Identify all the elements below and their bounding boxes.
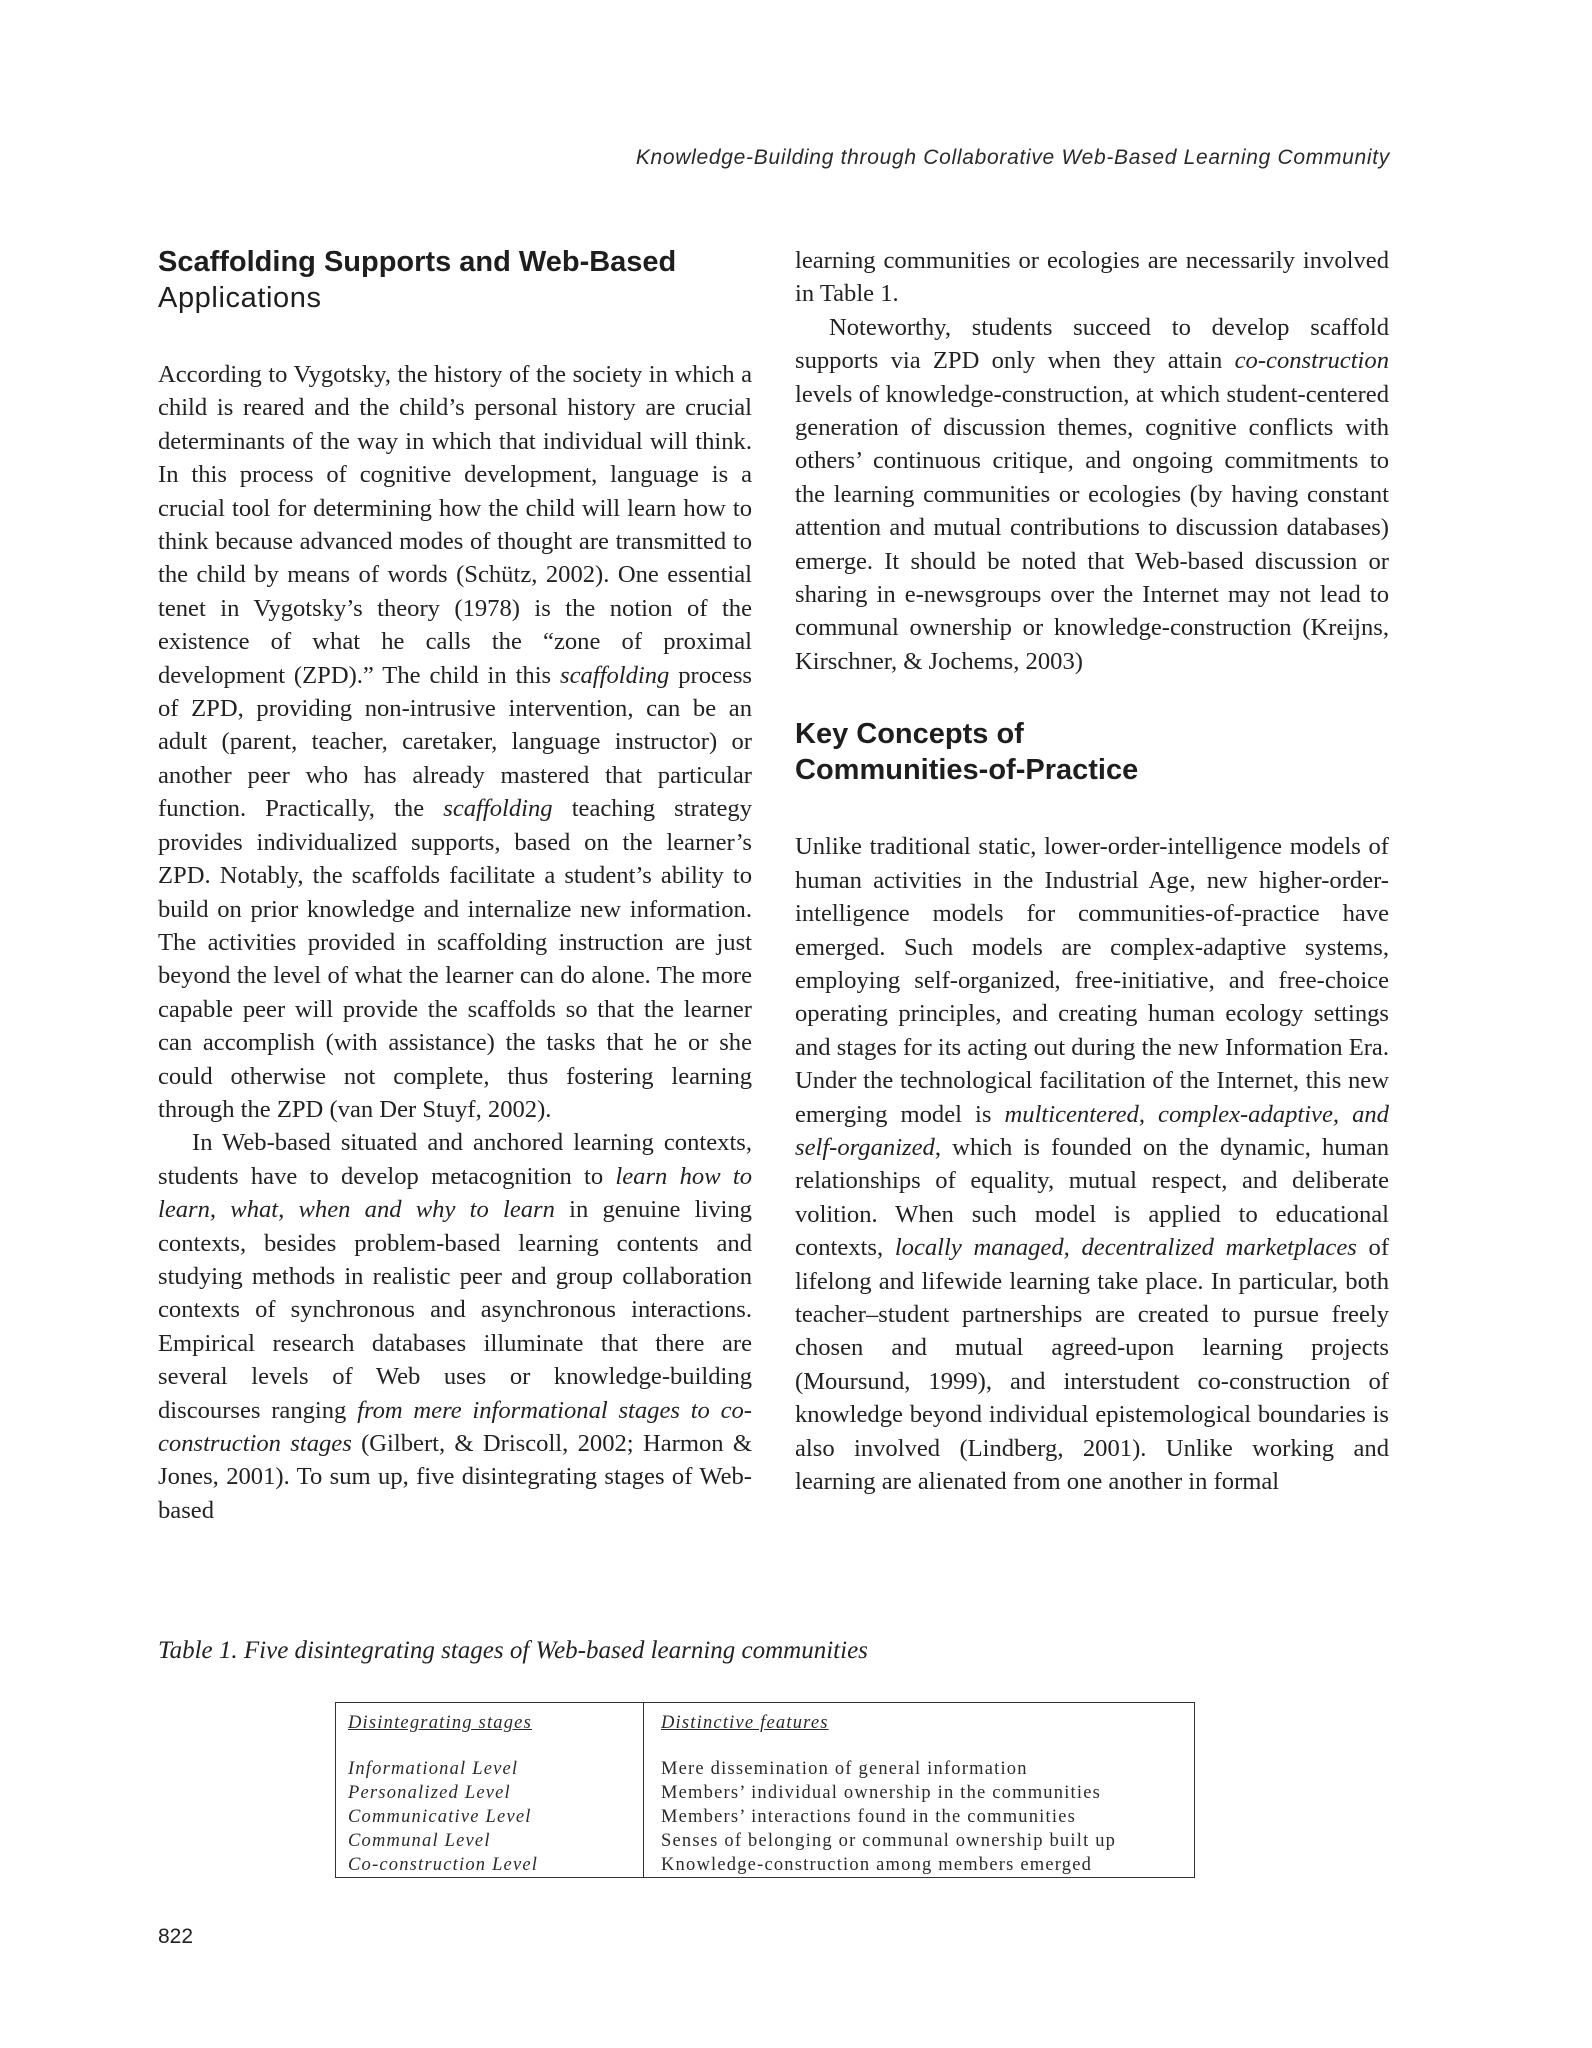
text-run: In Web-based situated and anchored learning contexts, students have to develop metacognition to xyxy=(158,1129,752,1190)
running-head: Knowledge-Building through Collaborative Web-Based Learning Community xyxy=(635,146,1390,169)
table-cell-stage: Communicative Level xyxy=(348,1807,532,1827)
paragraph-continuation: learning communities or ecologies are necessarily involved in Table 1. xyxy=(795,247,1389,308)
italic-run: learn how to learn, what, when and why to learn xyxy=(158,1162,752,1224)
paragraph-noteworthy xyxy=(795,311,1389,678)
section-heading-key-concepts xyxy=(795,716,1389,788)
heading-line-1: Key Concepts of xyxy=(795,718,1024,751)
text-run: in genuine living contexts, besides problem-based learning contents and studying methods in realistic peer and group collaboration contexts of synchronous and asynchronous interactions. Empirical research databases illuminate that there are several levels of Web uses or knowledge-building discourses ranging xyxy=(158,1196,752,1424)
table-cell-stage: Personalized Level xyxy=(348,1783,511,1803)
table-header-features: Distinctive features xyxy=(661,1713,829,1733)
paragraph-communities-of-practice xyxy=(795,830,1389,1498)
italic-run: from mere informational stages to co-construction stages xyxy=(158,1396,752,1457)
text-run: (Gilbert, & Driscoll, 2002; Harmon & Jones, 2001). To sum up, five disintegrating stages of Web-based xyxy=(158,1430,752,1524)
text-run: Noteworthy, students succeed to develop scaffold supports via ZPD only when they attain xyxy=(795,313,1389,375)
text-run: of lifelong and lifewide learning take place. In particular, both teacher–student partnerships are created to pursue freely chosen and mutual agreed-upon learning projects (Moursund, 1999), and interstudent co-construction of knowledge beyond individual epistemological boundaries is also involved (Lindberg, 2001). Unlike working and learning are alienated from one another in formal xyxy=(795,1234,1390,1495)
table-header-stages: Disintegrating stages xyxy=(348,1713,532,1733)
italic-run: scaffolding xyxy=(443,795,553,823)
heading-bold-part: Scaffolding Supports and Web-Based xyxy=(158,246,677,278)
heading-line-2: Communities-of-Practice xyxy=(795,754,1139,787)
table-cell-feature: Members’ interactions found in the communities xyxy=(661,1807,1077,1827)
paragraph-vygotsky xyxy=(158,358,752,1126)
table-cell-feature: Mere dissemination of general information xyxy=(661,1759,1028,1779)
table-divider xyxy=(643,1703,644,1877)
text-run: According to Vygotsky, the history of the society in which a child is reared and the child’s personal history are crucial determinants of the way in which that individual will think. In this process of cognitive development, language is a crucial tool for determining how the child will learn how to think because advanced modes of thought are transmitted to the child by means of words (Schütz, 2002). One essential tenet in Vygotsky’s theory (1978) is the notion of the existence of what he calls the “zone of proximal development (ZPD).” The child in this xyxy=(158,361,752,689)
text-run: , which is founded on the dynamic, human relationships of equality, mutual respect, and deliberate volition. When such model is applied to educational contexts, xyxy=(795,1133,1389,1262)
italic-run: co-construction xyxy=(1234,347,1389,375)
right-column xyxy=(795,244,1389,1498)
table-cell-feature: Senses of belonging or communal ownership built up xyxy=(661,1831,1117,1851)
paragraph-web-based-contexts xyxy=(158,1126,752,1527)
text-run: process of ZPD, providing non-intrusive intervention, can be an adult (parent, teacher, caretaker, language instructor) or another peer who has already mastered that particular function. Practically, the xyxy=(158,661,752,823)
page-number: 822 xyxy=(158,1925,194,1948)
text-run: Unlike traditional static, lower-order-intelligence models of human activities in the Industrial Age, new higher-order-intelligence models for communities-of-practice have emerged. Such models are complex-adaptive systems, employing self-organized, free-initiative, and free-choice operating principles, and creating human ecology settings and stages for its acting out during the new Information Era. Under the technological facilitation of the Internet, this new emerging model is xyxy=(795,833,1389,1128)
heading-light-part: Applications xyxy=(158,282,322,314)
table-caption: Table 1. Five disintegrating stages of Web-based learning communities xyxy=(158,1637,868,1664)
table-cell-stage: Co-construction Level xyxy=(348,1855,539,1875)
table-cell-feature: Members’ individual ownership in the communities xyxy=(661,1783,1102,1803)
section-heading-scaffolding xyxy=(158,244,752,316)
text-run: teaching strategy provides individualized supports, based on the learner’s ZPD. Notably, the scaffolds facilitate a student’s ability to build on prior knowledge and internalize new information. The activities provided in scaffolding instruction are just beyond the level of what the learner can do alone. The more capable peer will provide the scaffolds so that the learner can accomplish (with assistance) the tasks that he or she could otherwise not complete, thus fostering learning through the ZPD (van Der Stuyf, 2002). xyxy=(158,795,752,1123)
table-column-features xyxy=(661,1711,1181,1877)
italic-run: locally managed, decentralized marketplaces xyxy=(894,1234,1357,1262)
table-cell-feature: Knowledge-construction among members emerged xyxy=(661,1855,1093,1875)
italic-run: scaffolding xyxy=(560,661,670,689)
italic-run: multicentered, complex-adaptive, and self-organized xyxy=(795,1100,1389,1161)
table-column-stages xyxy=(348,1711,633,1877)
table-cell-stage: Informational Level xyxy=(348,1759,519,1779)
left-column xyxy=(158,244,752,1527)
table-cell-stage: Communal Level xyxy=(348,1831,491,1851)
stages-table xyxy=(335,1702,1195,1878)
text-run: levels of knowledge-construction, at which student-centered generation of discussion themes, cognitive conflicts with others’ continuous critique, and ongoing commitments to the learning communities or ecologies (by having constant attention and mutual contributions to discussion databases) emerge. It should be noted that Web-based discussion or sharing in e-newsgroups over the Internet may not lead to communal ownership or knowledge-construction (Kreijns, Kirschner, & Jochems, 2003) xyxy=(795,380,1389,675)
